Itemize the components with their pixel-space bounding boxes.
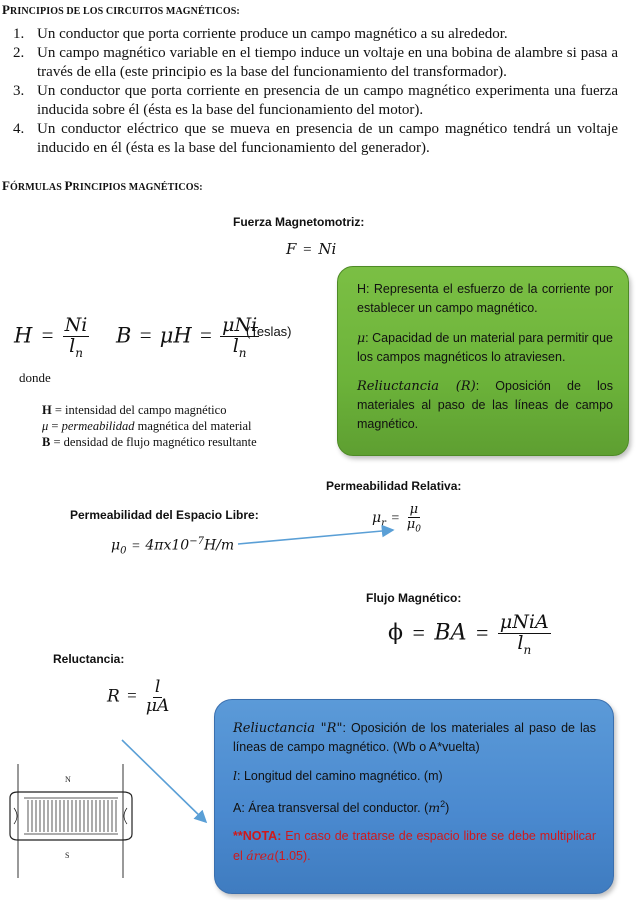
perm-free-formula: $\mu_0 = 4\pi x10^{-7}H/m$ <box>111 536 235 557</box>
heading-principios: PRINCIPIOS DE LOS CIRCUITOS MAGNÉTICOS: <box>2 2 240 17</box>
heading-formulas: FÓRMULAS PRINCIPIOS MAGNÉTICOS: <box>2 178 203 193</box>
definition-h: H: Representa el esfuerzo de la corriente por establecer un campo magnético. <box>357 282 613 315</box>
definition-mu: μ: Capacidad de un material para permitir que los campos magnéticos lo atraviesen. <box>357 330 613 364</box>
definition-area: A: Área transversal del conductor. $(m^2)$ <box>233 799 450 816</box>
list-item: 2. Un campo magnético variable en el tiempo induce un voltaje en una bobina de alambre si pasa a través de ella (este principio es la base del funcionamiento del transformador). <box>13 45 618 80</box>
definition-longitud: l: Longitud del camino magnético. (m) <box>233 768 443 783</box>
definition-reluctancia-r: Reliuctancia "R": Oposición de los materiales al paso de las líneas de campo magnético. (Wb o A*vuelta) <box>233 721 596 754</box>
definition-reluctancia: Reliuctancia (R): Oposición de los materiales al paso de las líneas de campo magnético. <box>357 379 613 431</box>
legend-item-b: B = densidad de flujo magnético resultante <box>42 435 257 449</box>
teslas-label: (Teslas) <box>246 324 292 339</box>
reluctancia-formula: R = $\frac{l}{\mu A}$ <box>107 677 170 716</box>
nota-espacio-libre: **NOTA: En caso de tratarse de espacio libre se debe multiplicar el área(1.05). <box>233 829 596 864</box>
donde-label: donde <box>19 370 51 385</box>
list-item: 1. Un conductor que porta corriente produce un campo magnético a su alrededor. <box>13 26 508 42</box>
h-formula: H = $\frac{Ni}{l_n}$ <box>14 314 88 360</box>
legend-item-mu: μ = permeabilidad magnética del material <box>42 419 252 433</box>
b-formula: B = μH = $\frac{\text{μNi}}{l_n}$ <box>116 314 258 360</box>
reluctancia-title: Reluctancia: <box>53 652 125 666</box>
perm-free-title: Permeabilidad del Espacio Libre: <box>70 508 259 522</box>
blue-definitions-box <box>214 699 614 894</box>
arrow-perm-free-to-rel <box>238 530 393 544</box>
north-label: N <box>65 775 71 784</box>
list-item: 3. Un conductor que porta corriente en presencia de un campo magnético experimenta una fuerza inducida sobre él (ésta es la base del funcionamiento del motor). <box>13 83 618 118</box>
solenoid-illustration <box>6 762 156 880</box>
list-item: 4. Un conductor eléctrico que se mueva en presencia de un campo magnético tendrá un voltaje inducido en él (ésta es la base del funcionamiento del generador). <box>13 121 618 156</box>
perm-rel-formula: $\mu_r$ = $\frac{\mu}{\mu_0}$ <box>372 502 421 535</box>
fmm-formula: F = Ni <box>286 240 337 258</box>
legend-item-h: H = intensidad del campo magnético <box>42 403 227 417</box>
perm-rel-title: Permeabilidad Relativa: <box>326 479 462 493</box>
fmm-title: Fuerza Magnetomotriz: <box>233 215 365 229</box>
flujo-title: Flujo Magnético: <box>366 591 462 605</box>
flujo-formula: ϕ = BA = $\frac{\text{μNiA}}{l_n}$ <box>388 611 549 657</box>
south-label: S <box>65 851 70 860</box>
